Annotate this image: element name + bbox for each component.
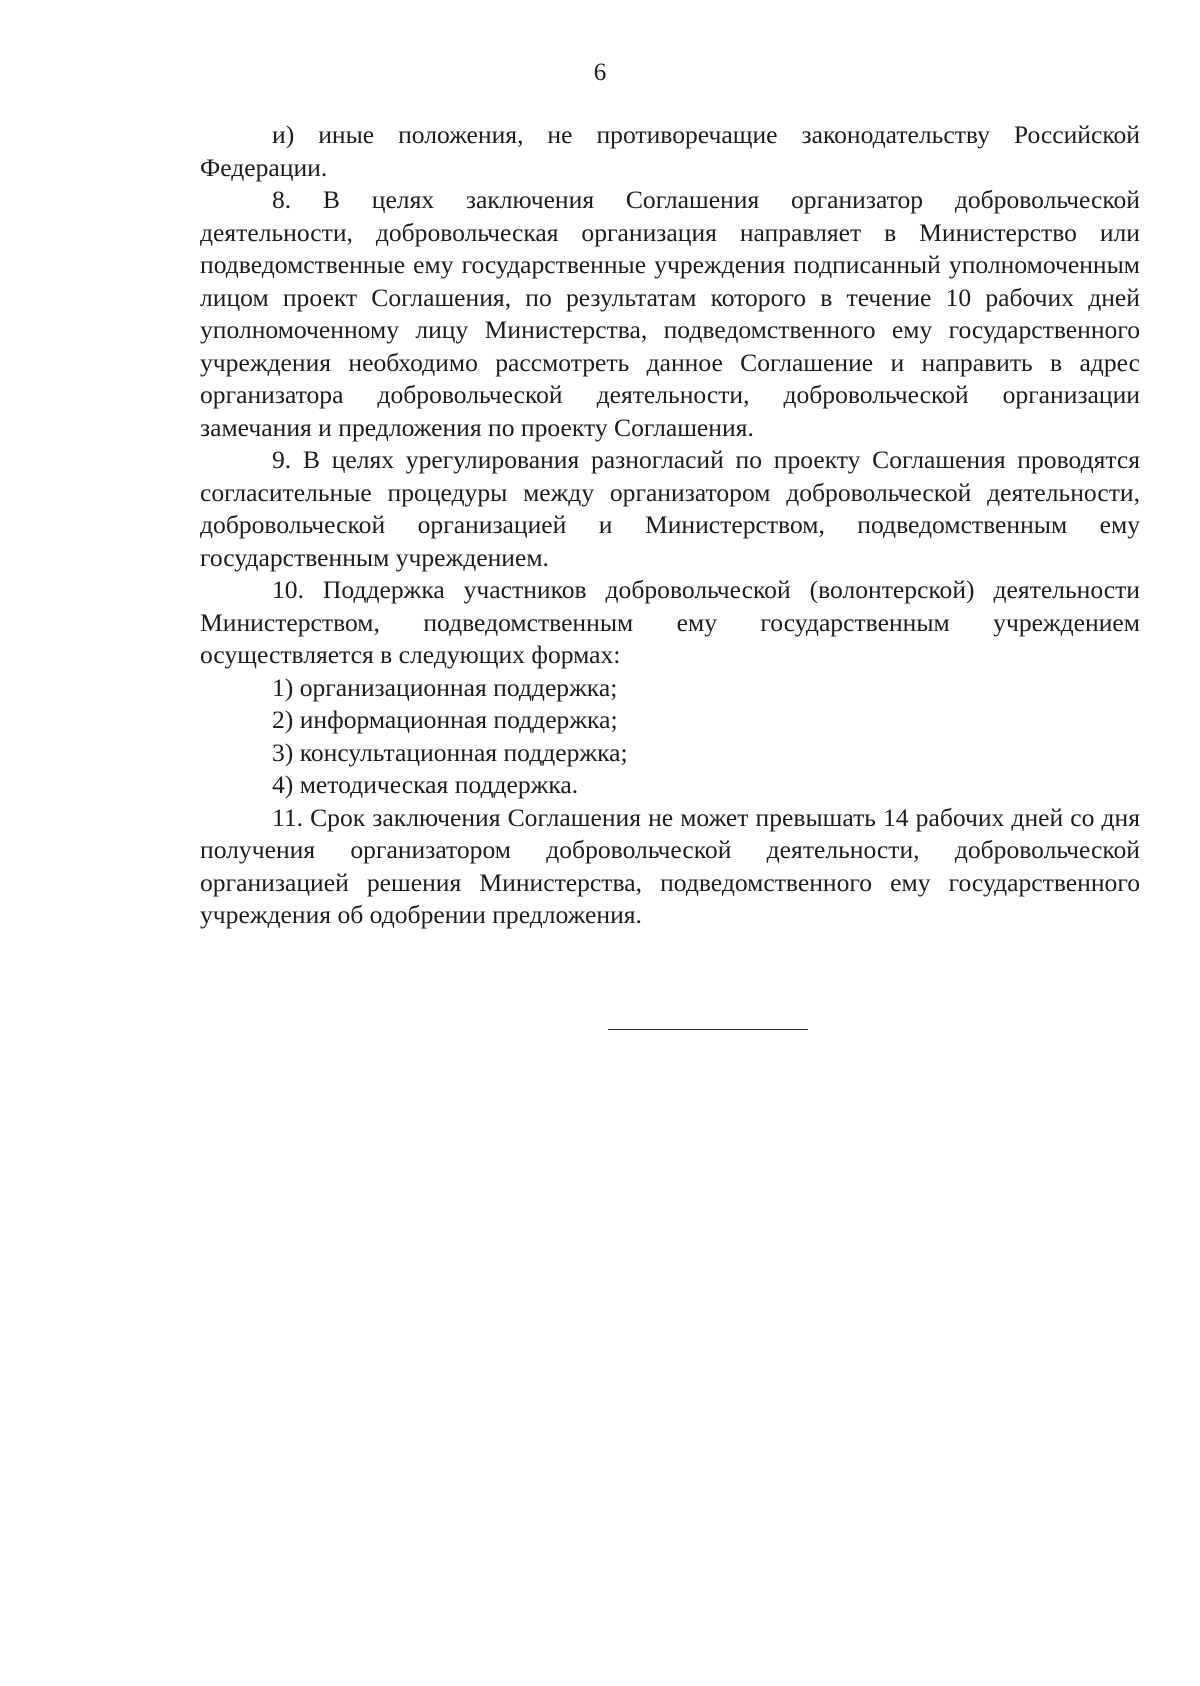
paragraph-11: 11. Срок заключения Соглашения не может превышать 14 рабочих дней со дня получения организатором добровольческой деятельности, добровольческой организацией решения Министерства, подведомственного ему государственного учреждения об одобрении предложения.: [200, 802, 1140, 929]
support-form-item: 3) консультационная поддержка;: [272, 737, 628, 767]
paragraph-8: 8. В целях заключения Соглашения организатор добровольческой деятельности, добровольческая организация направляет в Министерство или подведомственные ему государственные учреждения подписанный уполномоченным лицом проект Соглашения, по результатам которого в течение 10 рабочих дней уполномоченному лицу Министерства, подведомственного ему государственного учреждения необходимо рассмотреть данное Соглашение и направить в адрес организатора добровольческой деятельности, добровольческой организации замечания и предложения по проекту Соглашения.: [200, 185, 1140, 442]
document-body: [200, 119, 1140, 932]
page-number: 6: [593, 59, 607, 86]
paragraph-9: 9. В целях урегулирования разногласий по проекту Соглашения проводятся согласительные процедуры между организатором добровольческой деятельности, добровольческой организацией и Министерством, подведомственным ему государственным учреждением.: [200, 445, 1140, 572]
support-form-item: 2) информационная поддержка;: [272, 705, 618, 734]
paragraph-clause-i: и) иные положения, не противоречащие законодательству Российской Федерации.: [200, 120, 1140, 182]
end-of-text-rule: [608, 1029, 808, 1030]
support-form-item: 1) организационная поддержка;: [272, 672, 618, 702]
support-form-item: 4) методическая поддержка.: [272, 770, 579, 799]
paragraph-10: 10. Поддержка участников добровольческой (волонтерской) деятельности Министерством, подведомственным ему государственным учреждением осуществляется в следующих формах:: [200, 575, 1140, 669]
